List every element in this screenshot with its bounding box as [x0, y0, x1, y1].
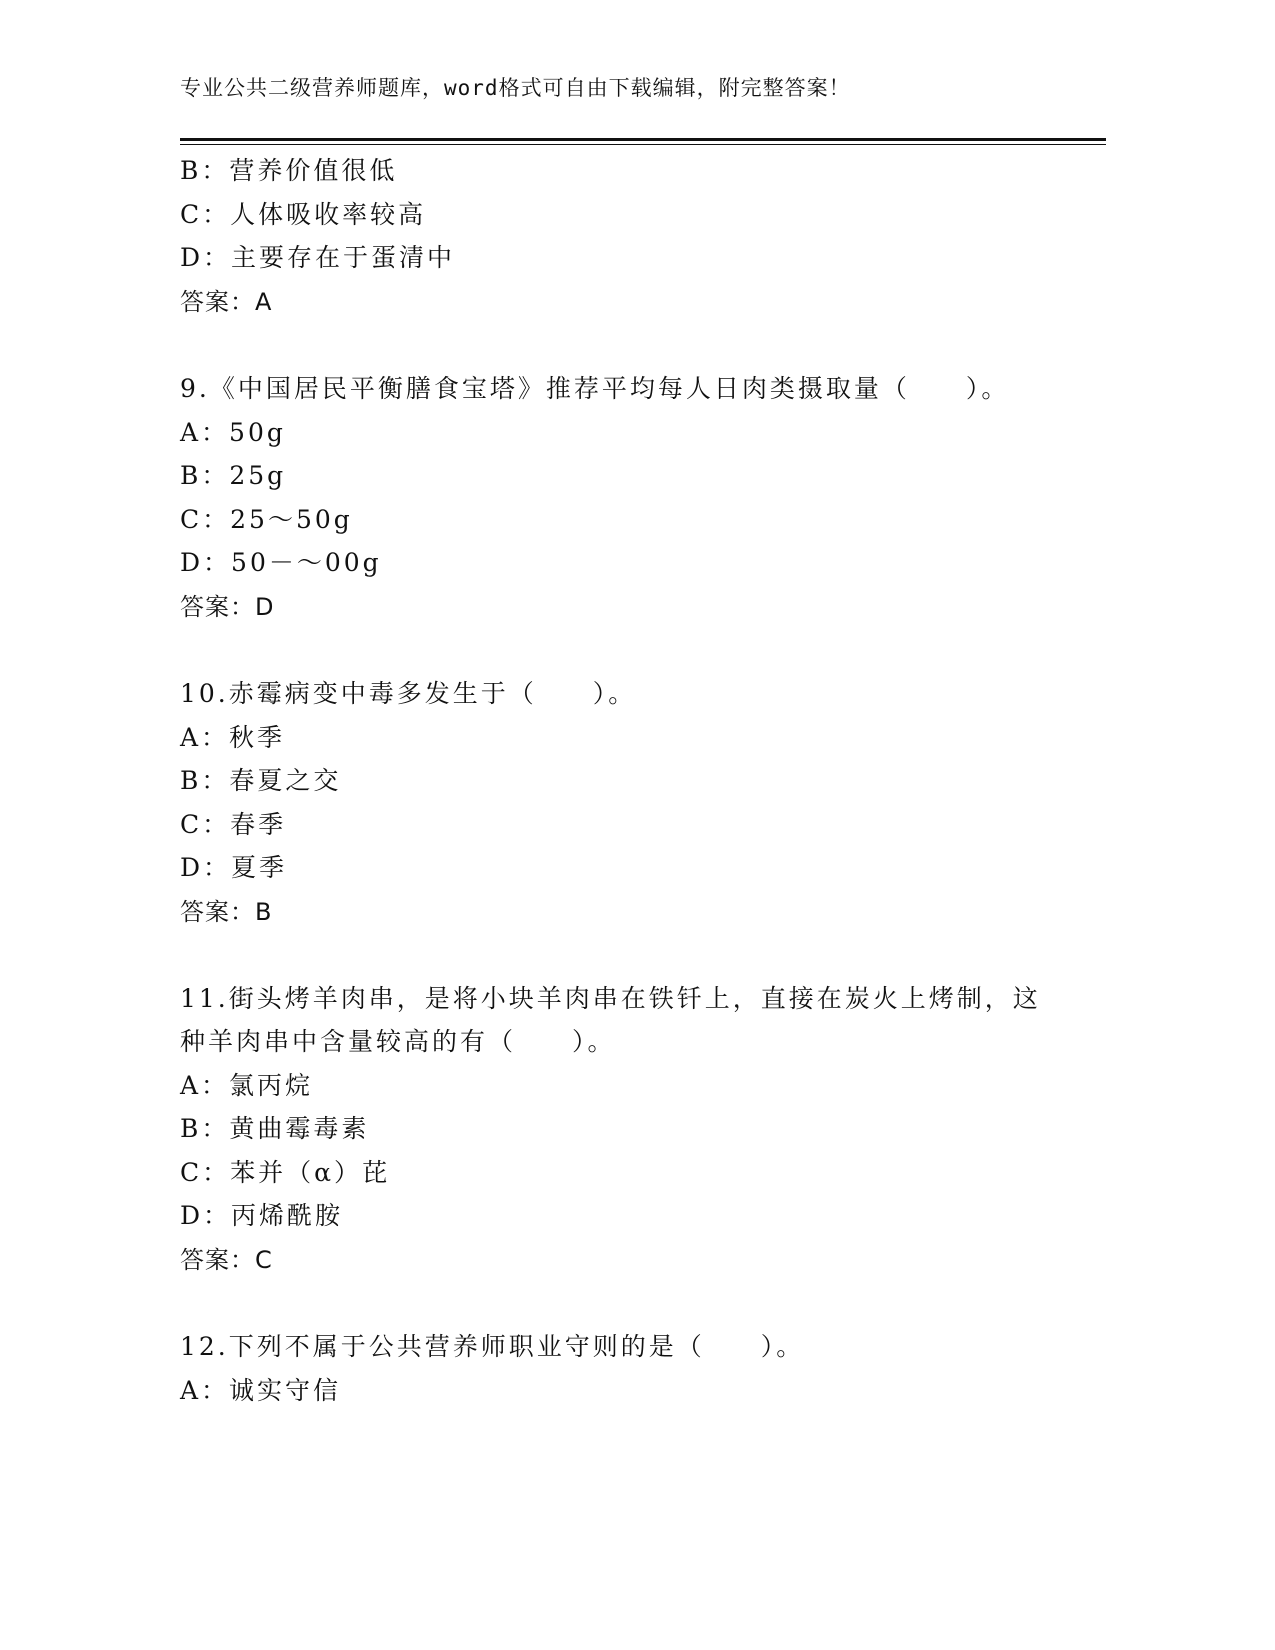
q9-option-d: D：50－～00g: [180, 548, 382, 577]
q8-option-d: D：主要存在于蛋清中: [180, 243, 456, 272]
q10-question: 10.赤霉病变中毒多发生于（ ）。: [180, 679, 637, 708]
q11-option-d: D：丙烯酰胺: [180, 1201, 344, 1230]
header-rule-thick: [180, 138, 1106, 141]
q10-option-b: B：春夏之交: [180, 766, 342, 795]
q9-option-a: A：50g: [180, 418, 286, 447]
q9-question: 9.《中国居民平衡膳食宝塔》推荐平均每人日肉类摄取量（ ）。: [180, 374, 1010, 403]
q8-answer: 答案：A: [180, 288, 273, 316]
q12-option-a: A：诚实守信: [180, 1376, 342, 1405]
q10-option-c: C：春季: [180, 810, 287, 839]
q10-answer: 答案：B: [180, 898, 273, 926]
q11-option-a: A：氯丙烷: [180, 1071, 314, 1100]
q10-option-a: A：秋季: [180, 723, 286, 752]
q11-answer: 答案：C: [180, 1246, 273, 1274]
q11-question-line2: 种羊肉串中含量较高的有（ ）。: [180, 1027, 616, 1056]
q11-option-c: C：苯并（α）芘: [180, 1158, 391, 1187]
q10-option-d: D：夏季: [180, 853, 288, 882]
q8-option-c: C：人体吸收率较高: [180, 200, 427, 229]
q11-option-b: B：黄曲霉毒素: [180, 1114, 370, 1143]
header-rule-thin: [180, 144, 1106, 145]
q9-option-b: B：25g: [180, 461, 287, 490]
q11-question-line1: 11.街头烤羊肉串，是将小块羊肉串在铁钎上，直接在炭火上烤制，这: [180, 984, 1041, 1013]
q9-option-c: C：25～50g: [180, 505, 353, 534]
q8-option-b: B：营养价值很低: [180, 156, 398, 185]
document-header: 专业公共二级营养师题库，word格式可自由下载编辑，附完整答案！: [180, 76, 851, 100]
q12-question: 12.下列不属于公共营养师职业守则的是（ ）。: [180, 1332, 805, 1361]
q9-answer: 答案：D: [180, 593, 275, 621]
